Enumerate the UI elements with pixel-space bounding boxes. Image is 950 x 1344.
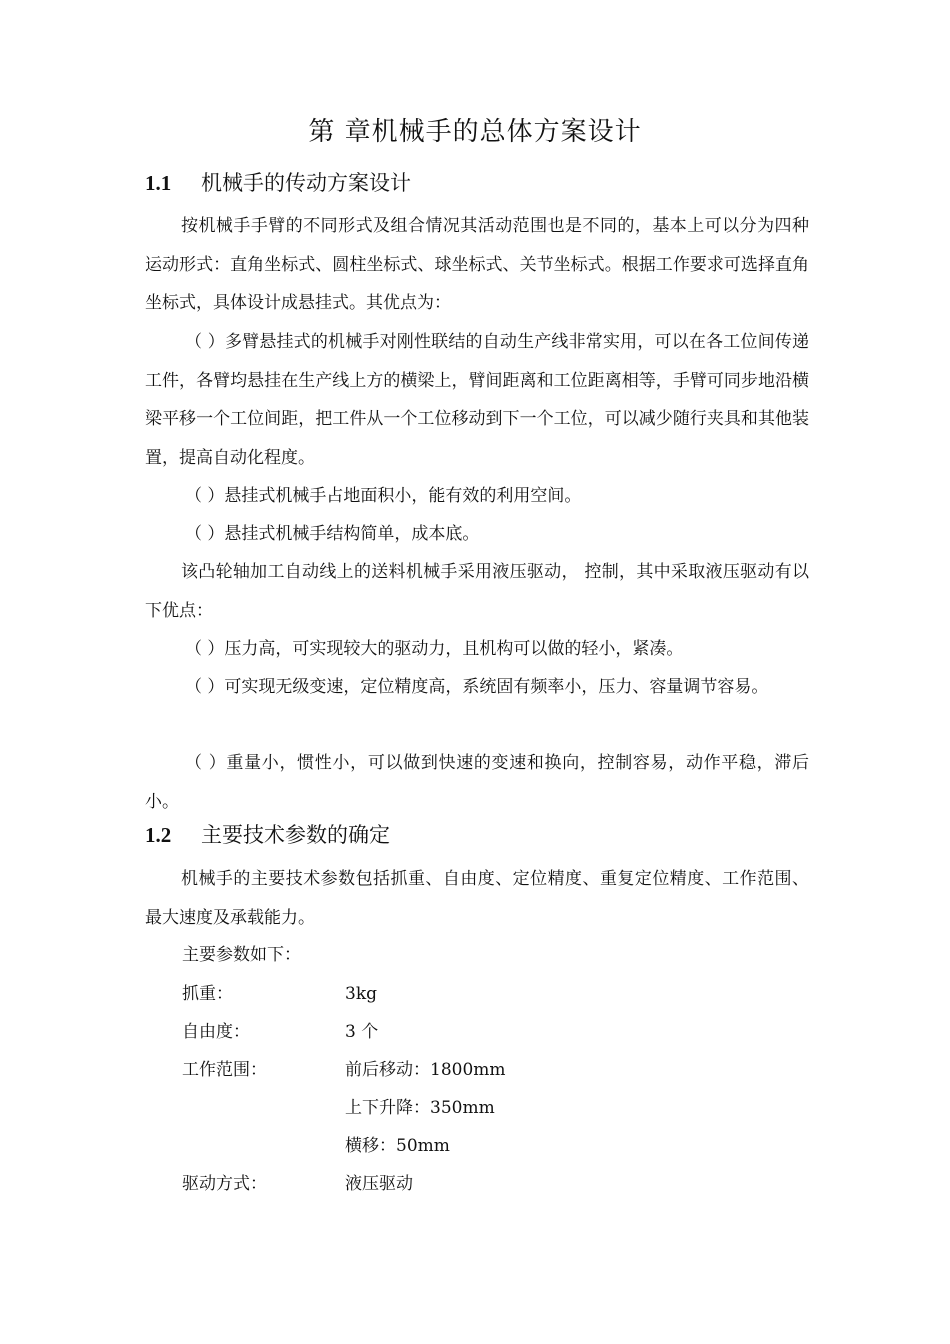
list-item: （ ）压力高，可实现较大的驱动力，且机构可以做的轻小，紧凑。: [185, 639, 684, 659]
list-item: （ ）悬挂式机械手占地面积小，能有效的利用空间。: [185, 486, 582, 506]
section-title: 机械手的传动方案设计: [201, 171, 411, 195]
list-item: （ ）可实现无级变速，定位精度高，系统固有频率小，压力、容量调节容易。: [185, 677, 769, 697]
list-item: （ ）悬挂式机械手结构简单，成本底。: [185, 524, 480, 544]
param-row: [182, 1127, 450, 1165]
param-value: 液压驱动: [345, 1174, 413, 1194]
section-heading-1-1: [145, 168, 411, 198]
param-row: [182, 975, 377, 1013]
paragraph-tech-params: 机械手的主要技术参数包括抓重、自由度、定位精度、重复定位精度、工作范围、最大速度及承载能力。: [145, 869, 809, 928]
param-value: 3 个: [345, 1022, 379, 1042]
param-label: 自由度：: [182, 1022, 250, 1042]
section-number: 1.2: [145, 823, 172, 847]
chapter-title: 第 章机械手的总体方案设计: [308, 117, 642, 147]
param-label: 抓重：: [182, 984, 233, 1004]
param-row: [182, 1089, 495, 1127]
param-value: 前后移动：1800mm: [345, 1060, 506, 1080]
params-intro: 主要参数如下：: [182, 945, 301, 965]
section-title: 主要技术参数的确定: [201, 823, 390, 847]
param-value: 上下升降：350mm: [345, 1098, 495, 1118]
paragraph-motion-forms: 按机械手手臂的不同形式及组合情况其活动范围也是不同的，基本上可以分为四种运动形式：直角坐标式、圆柱坐标式、球坐标式、关节坐标式。根据工作要求可选择直角坐标式，具体设计成悬挂式。其优点为：: [145, 216, 809, 313]
param-row: [182, 1165, 413, 1203]
param-label: 驱动方式：: [182, 1174, 267, 1194]
paragraph-hydraulic-intro: 该凸轮轴加工自动线上的送料机械手采用液压驱动， 控制，其中采取液压驱动有以下优点：: [145, 562, 809, 621]
list-item: （ ）重量小，惯性小，可以做到快速的变速和换向，控制容易，动作平稳，滞后小。: [145, 753, 809, 812]
param-row: [182, 1051, 506, 1089]
param-row: [182, 1013, 378, 1051]
list-item: （ ）多臂悬挂式的机械手对刚性联结的自动生产线非常实用，可以在各工位间传递工件，各臂均悬挂在生产线上方的横梁上，臂间距离和工位距离相等，手臂可同步地沿横梁平移一个工位间距，把工件从一个工位移动到下一个工位，可以减少随行夹具和其他装置，提高自动化程度。: [145, 332, 809, 468]
section-number: 1.1: [145, 171, 172, 195]
section-heading-1-2: [145, 820, 390, 850]
param-value: 3kg: [345, 984, 377, 1004]
param-label: 工作范围：: [182, 1060, 267, 1080]
param-value: 横移：50mm: [345, 1136, 450, 1156]
